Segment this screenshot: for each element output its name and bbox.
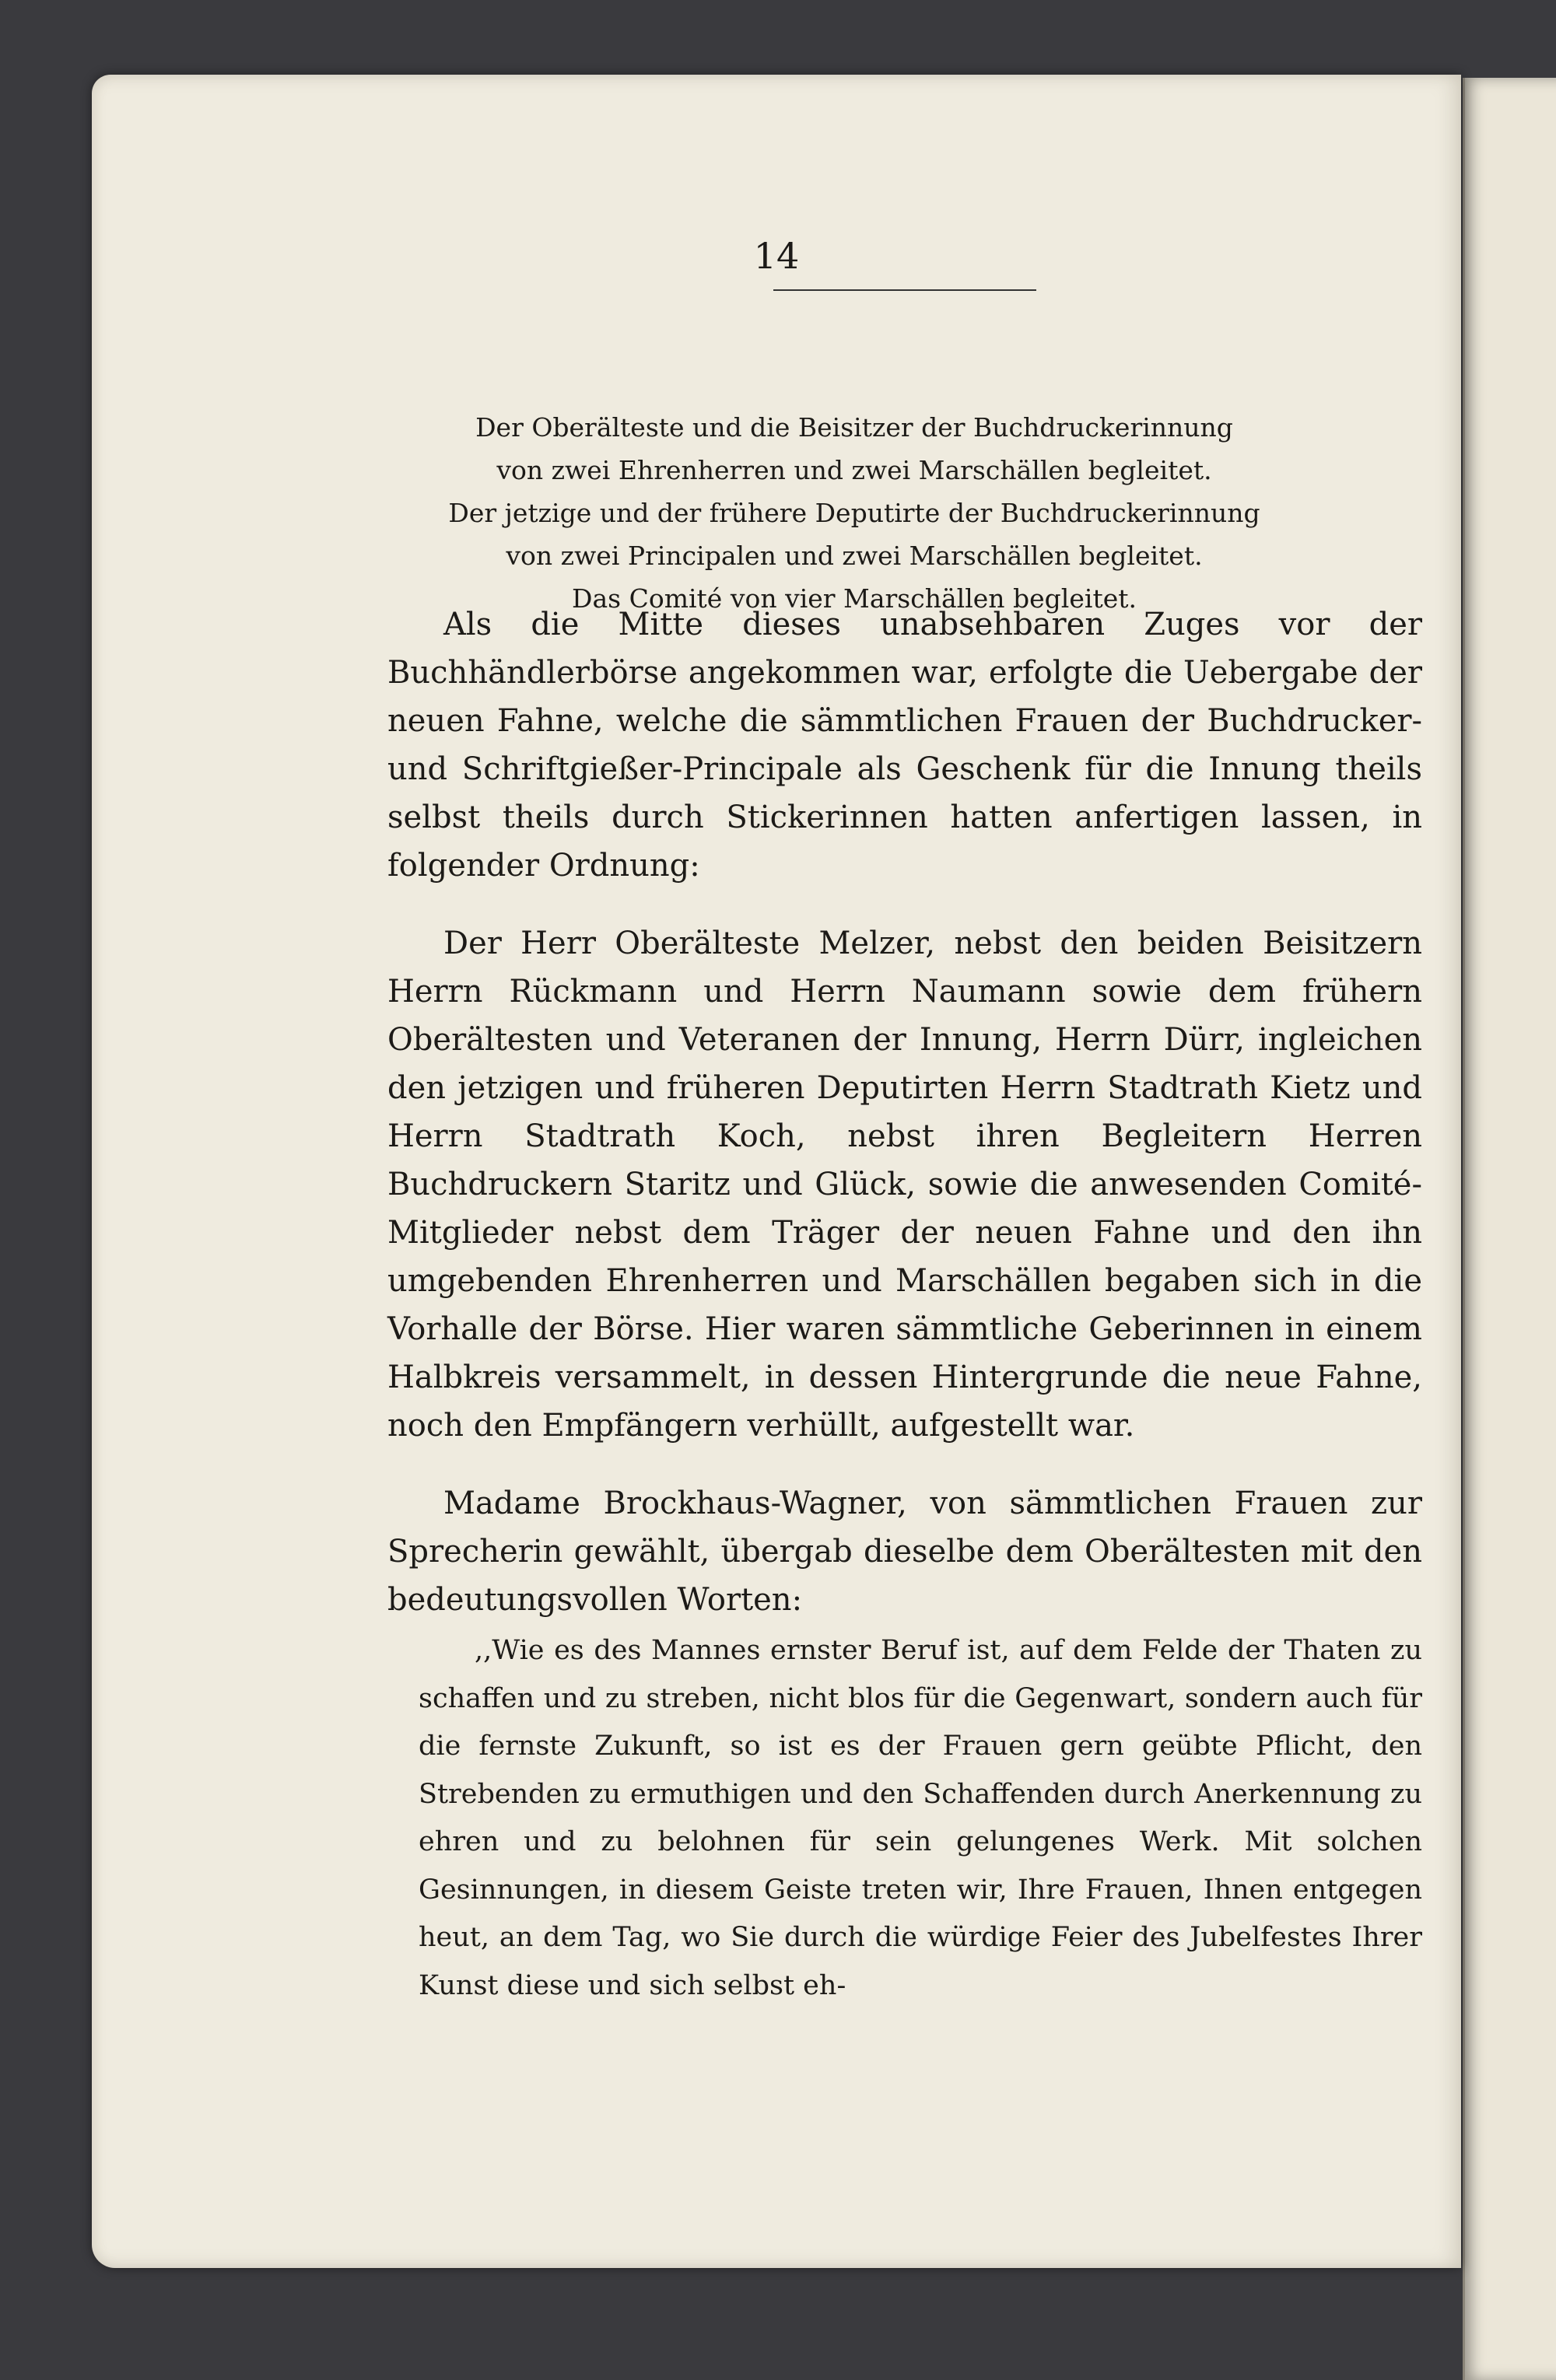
procession-line: Der Oberälteste und die Beisitzer der Buchdruckerinnung (475, 412, 1233, 443)
book-page (92, 75, 1461, 2268)
paragraph-speaker: Madame Brockhaus-Wagner, von sämmtlichen Frauen zur Sprecherin gewählt, übergab dieselbe dem Oberältesten mit den bedeutungsvollen Worten: (387, 1486, 1422, 1618)
quote-text: ,,Wie es des Mannes ernster Beruf ist, auf dem Felde der Thaten zu schaffen und zu streben, nicht blos für die Gegenwart, sondern auch für die fernste Zukunft, so ist es der Frauen gern geübte Pflicht, den Strebenden zu ermuthigen und den Schaffenden durch Anerkennung zu ehren und zu belohnen für sein gelungenes Werk. Mit solchen Gesinnungen, in diesem Geiste treten wir, Ihre Frauen, Ihnen entgegen heut, an dem Tag, wo Sie durch die würdige Feier des Jubelfestes Ihrer Kunst diese und sich selbst eh- (419, 1635, 1422, 2001)
body-text (387, 600, 1422, 1654)
paragraph-participants: Der Herr Oberälteste Melzer, nebst den beiden Beisitzern Herrn Rückmann und Herrn Naumann sowie dem frühern Oberältesten und Veteranen der Innung, Herrn Dürr, ingleichen den jetzigen und früheren Deputirten Herrn Stadtrath Kietz und Herrn Stadtrath Koch, nebst ihren Begleitern Herren Buchdruckern Staritz und Glück, sowie die anwesenden Comité-Mitglieder nebst dem Träger der neuen Fahne und den ihn umgebenden Ehrenherren und Marschällen begaben sich in die Vorhalle der Börse. Hier waren sämmtliche Geberinnen in einem Halbkreis versammelt, in dessen Hintergrunde die neue Fahne, noch den Empfängern verhüllt, aufgestellt war. (387, 926, 1422, 1444)
facing-page-edge (1463, 78, 1556, 2380)
procession-line: Das Comité von vier Marschällen begleitet. (572, 583, 1137, 614)
speech-quote (419, 1627, 1422, 2010)
procession-line: Der jetzige und der frühere Deputirte der Buchdruckerinnung (448, 498, 1260, 528)
page-number-rule (773, 289, 1036, 291)
page-number: 14 (753, 235, 800, 277)
procession-line: von zwei Ehrenherren und zwei Marschällen begleitet. (496, 455, 1212, 485)
procession-list (286, 406, 1422, 620)
paragraph-flag-handover: Als die Mitte dieses unabsehbaren Zuges vor der Buchhändlerbörse angekommen war, erfolgte die Uebergabe der neuen Fahne, welche die sämmtlichen Frauen der Buchdrucker- und Schriftgießer-Principale als Geschenk für die Innung theils selbst theils durch Stickerinnen hatten anfertigen lassen, in folgender Ordnung: (387, 607, 1422, 884)
procession-line: von zwei Principalen und zwei Marschällen begleitet. (506, 541, 1203, 571)
